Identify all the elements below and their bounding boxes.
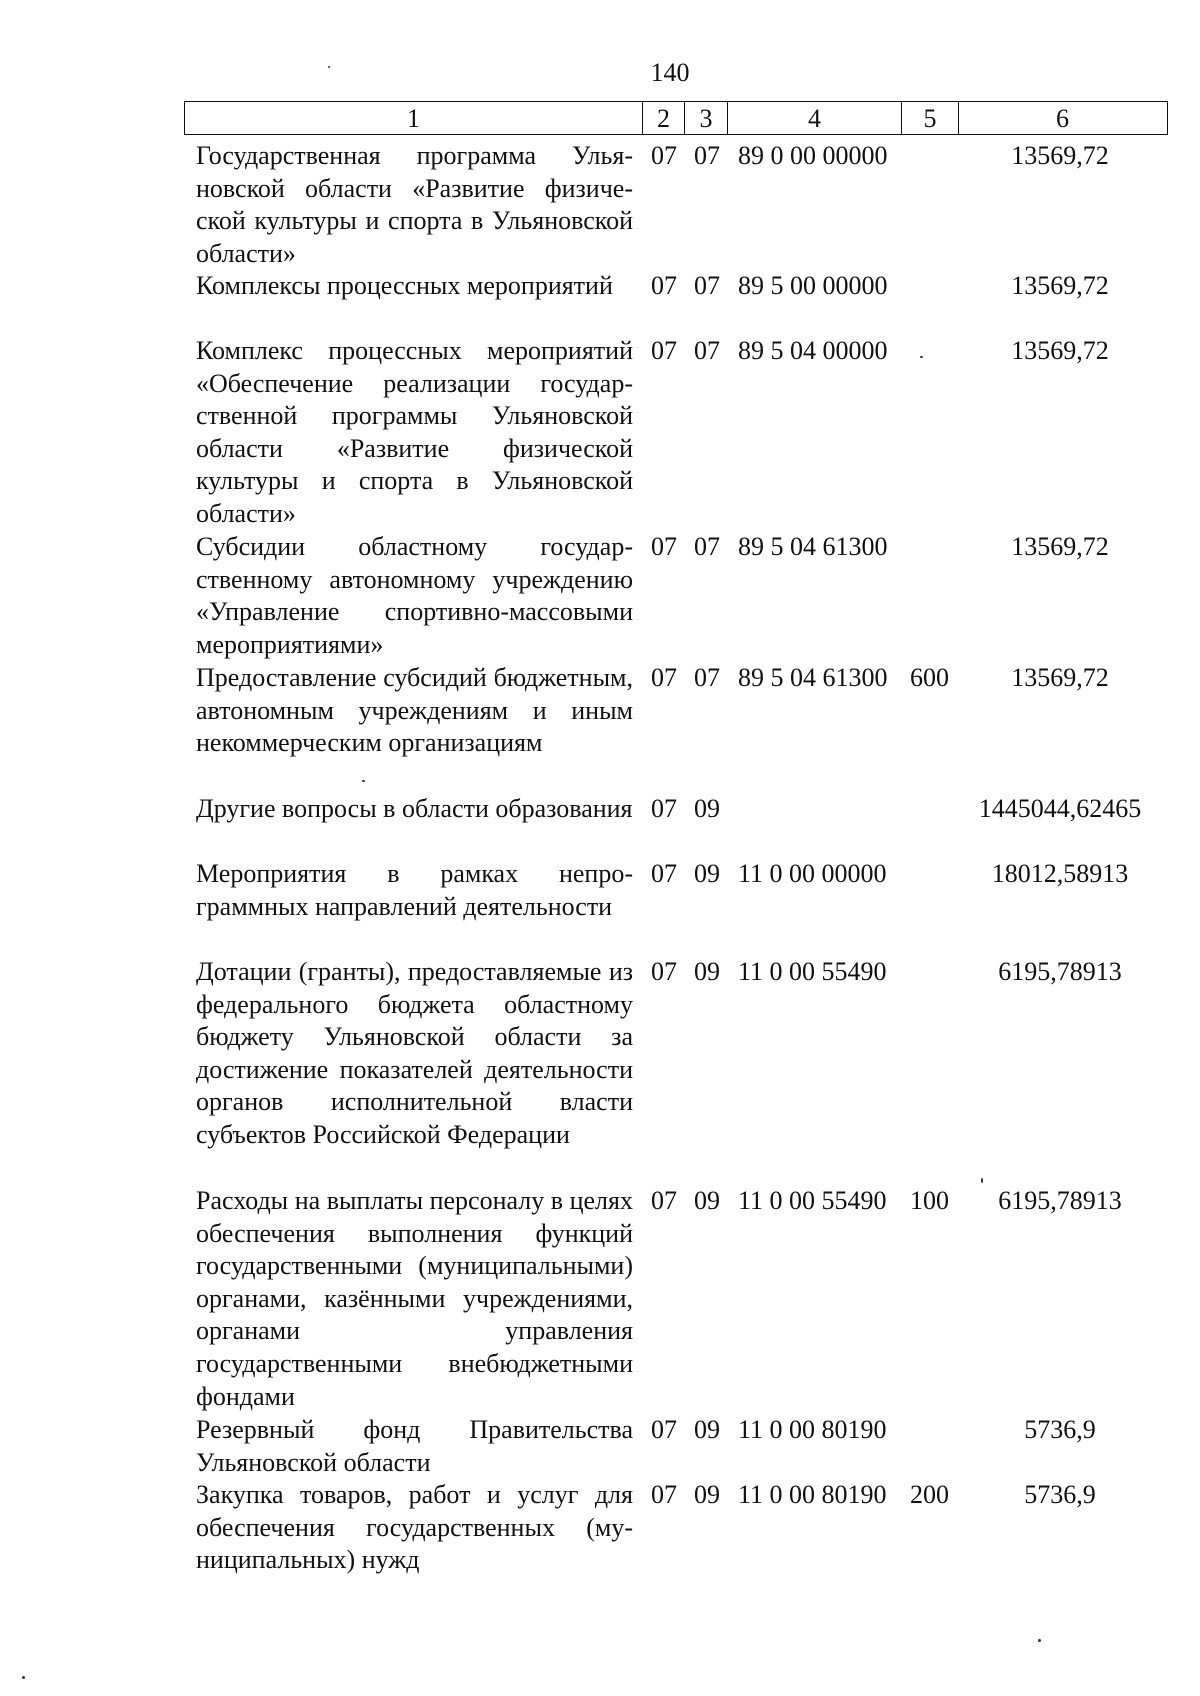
row-amount: 5736,9 [1024, 1415, 1096, 1444]
row-description: Предоставление субсидий бюджетным, автономным учреждениям и иным некоммерческим организациям [196, 663, 633, 758]
row-target-code: 89 5 04 61300 [738, 532, 888, 561]
row-expense-type: 100 [910, 1186, 949, 1215]
row-target-code: 11 0 00 55490 [738, 1186, 887, 1215]
header-col-2: 2 [643, 102, 685, 134]
row-amount: 13569,72 [1011, 532, 1109, 561]
row-section: 07 [651, 336, 677, 365]
table-header [184, 101, 1168, 135]
row-section: 07 [651, 1415, 677, 1444]
row-subsection: 07 [694, 336, 720, 365]
row-amount: 6195,78913 [998, 957, 1122, 986]
header-col-5: 5 [902, 102, 959, 134]
row-subsection: 09 [694, 1186, 720, 1215]
row-amount: 6195,78913 [998, 1186, 1122, 1215]
row-target-code: 11 0 00 80190 [738, 1415, 887, 1444]
row-amount: 13569,72 [1011, 663, 1109, 692]
row-subsection: 07 [694, 532, 720, 561]
row-description: Другие вопросы в области образования [196, 794, 633, 823]
row-subsection: 09 [694, 1480, 720, 1509]
row-target-code: 11 0 00 00000 [738, 859, 887, 888]
row-subsection: 07 [694, 141, 720, 170]
row-description: Комплексы процессных мероприятий [196, 271, 613, 300]
row-section: 07 [651, 859, 677, 888]
row-subsection: 07 [694, 663, 720, 692]
row-section: 07 [651, 663, 677, 692]
row-amount: 1445044,62465 [978, 794, 1142, 823]
row-target-code: 89 5 04 00000 [738, 336, 888, 365]
row-section: 07 [651, 532, 677, 561]
row-target-code: 89 5 00 00000 [738, 271, 888, 300]
scan-speck [1038, 1639, 1041, 1642]
row-description: Расходы на выплаты персоналу в целях обеспечения выполнения функций государственными (муниципальными) органами, казёнными учреждениями, органами управления государственными внебюджетными фондами [196, 1186, 633, 1411]
row-section: 07 [651, 1186, 677, 1215]
row-description: Государственная программа Ульяновской области «Развитие физической культуры и спорта в Ульяновской области» [196, 141, 633, 268]
row-section: 07 [651, 141, 677, 170]
row-subsection: 09 [694, 859, 720, 888]
row-subsection: 09 [694, 794, 720, 823]
page-number: 140 [650, 58, 690, 87]
scan-speck [981, 1178, 983, 1183]
row-expense-type: 600 [910, 663, 949, 692]
scan-speck [920, 356, 923, 358]
row-target-code: 11 0 00 55490 [738, 957, 887, 986]
row-subsection: 07 [694, 271, 720, 300]
row-description: Мероприятия в рамках непрограммных направлений деятельности [196, 859, 633, 921]
row-description: Резервный фонд Правительства Ульяновской области [196, 1415, 633, 1477]
row-section: 07 [651, 271, 677, 300]
row-target-code: 11 0 00 80190 [738, 1480, 887, 1509]
scan-speck [362, 780, 365, 782]
row-subsection: 09 [694, 957, 720, 986]
header-col-4: 4 [728, 102, 902, 134]
row-description: Комплекс процессных мероприятий «Обеспечение реализации государственной программы Ульяновской области «Развитие физической культуры и спорта в Ульяновской области» [196, 336, 633, 528]
header-col-6: 6 [1056, 104, 1069, 133]
row-section: 07 [651, 1480, 677, 1509]
header-col-1: 1 [185, 102, 643, 134]
row-section: 07 [651, 794, 677, 823]
scan-speck [328, 66, 330, 68]
row-amount: 5736,9 [1024, 1480, 1096, 1509]
row-amount: 13569,72 [1011, 141, 1109, 170]
row-target-code: 89 0 00 00000 [738, 141, 888, 170]
header-col-3: 3 [685, 102, 728, 134]
row-expense-type: 200 [910, 1480, 949, 1509]
row-subsection: 09 [694, 1415, 720, 1444]
row-description: Дотации (гранты), предоставляемые из федерального бюджета областному бюджету Ульяновской области за достижение показателей деятельности органов исполнительной власти субъектов Российской Федерации [196, 957, 633, 1149]
row-description: Закупка товаров, работ и услуг для обеспечения государственных (муниципальных) нужд [196, 1480, 633, 1575]
row-target-code: 89 5 04 61300 [738, 663, 888, 692]
scan-speck [22, 1676, 25, 1679]
row-description: Субсидии областному государственному автономному учреждению «Управление спортивно-массовыми мероприятиями» [196, 532, 633, 659]
row-amount: 18012,58913 [991, 859, 1129, 888]
row-amount: 13569,72 [1011, 336, 1109, 365]
row-section: 07 [651, 957, 677, 986]
row-amount: 13569,72 [1011, 271, 1109, 300]
